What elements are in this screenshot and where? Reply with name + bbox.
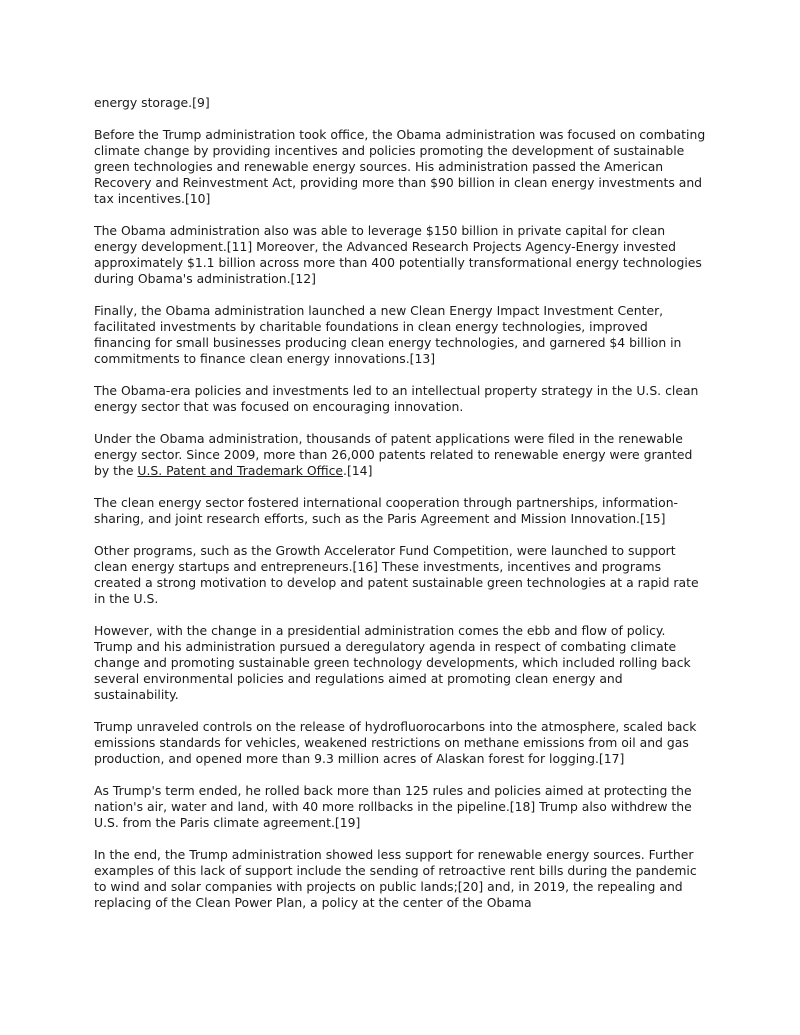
paragraph-ip-strategy: The Obama-era policies and investments led to an intellectual property strategy in the U.S. clean energy sector that was focused on encouraging innovation. — [94, 383, 699, 414]
paragraph-rollbacks: Trump unraveled controls on the release of hydrofluorocarbons into the atmosphere, scaled back emissions standards for vehicles, weakened restrictions on methane emissions from oil and gas production, and opened more than 9.3 million acres of Alaskan forest for logging.[17] — [94, 719, 697, 766]
paragraph-energy-storage: energy storage.[9] — [94, 95, 210, 110]
paragraph-private-capital: The Obama administration also was able to leverage $150 billion in private capital for clean energy development.[11] Moreover, the Advanced Research Projects Agency-Energy invested approximately $1.1 billion across more than 400 potentially transformational energy technologies during Obama's administration.[12] — [94, 223, 702, 286]
document-body — [94, 95, 706, 927]
paragraph-less-support: In the end, the Trump administration showed less support for renewable energy sources. Further examples of this lack of support include the sending of retroactive rent bills during the pandemic to wind and solar companies with projects on public lands;[20] and, in 2019, the repealing and replacing of the Clean Power Plan, a policy at the center of the Obama — [94, 847, 697, 910]
paragraph-growth-accelerator: Other programs, such as the Growth Accelerator Fund Competition, were launched to support clean energy startups and entrepreneurs.[16] These investments, incentives and programs created a strong motivation to develop and patent sustainable green technologies at a rapid rate in the U.S. — [94, 543, 699, 606]
uspto-link[interactable]: U.S. Patent and Trademark Office — [137, 463, 344, 478]
paragraph-obama-focus: Before the Trump administration took office, the Obama administration was focused on combating climate change by providing incentives and policies promoting the development of sustainable green technologies and renewable energy sources. His administration passed the American Recovery and Reinvestment Act, providing more than $90 billion in clean energy investments and tax incentives.[10] — [94, 127, 706, 206]
patents-text-before: Under the Obama administration, thousands of patent applications were filed in the renewable energy sector. Since 2009, more than 26,000 patents related to renewable energy were granted by the — [94, 431, 693, 478]
paragraph-term-ended: As Trump's term ended, he rolled back more than 125 rules and policies aimed at protecting the nation's air, water and land, with 40 more rollbacks in the pipeline.[18] Trump also withdrew the U.S. from the Paris climate agreement.[19] — [94, 783, 692, 830]
patents-text-after: .[14] — [343, 463, 373, 478]
paragraph-international-cooperation: The clean energy sector fostered international cooperation through partnerships, information-sharing, and joint research efforts, such as the Paris Agreement and Mission Innovation.[15] — [94, 495, 679, 526]
paragraph-deregulatory-agenda: However, with the change in a presidential administration comes the ebb and flow of policy. Trump and his administration pursued a deregulatory agenda in respect of combating climate change and promoting sustainable green technology developments, which included rolling back several environmental policies and regulations aimed at promoting clean energy and sustainability. — [94, 623, 691, 702]
paragraph-investment-center: Finally, the Obama administration launched a new Clean Energy Impact Investment Center, facilitated investments by charitable foundations in clean energy technologies, improved financing for small businesses producing clean energy technologies, and garnered $4 billion in commitments to finance clean energy innovations.[13] — [94, 303, 682, 366]
paragraph-patents — [94, 431, 706, 479]
